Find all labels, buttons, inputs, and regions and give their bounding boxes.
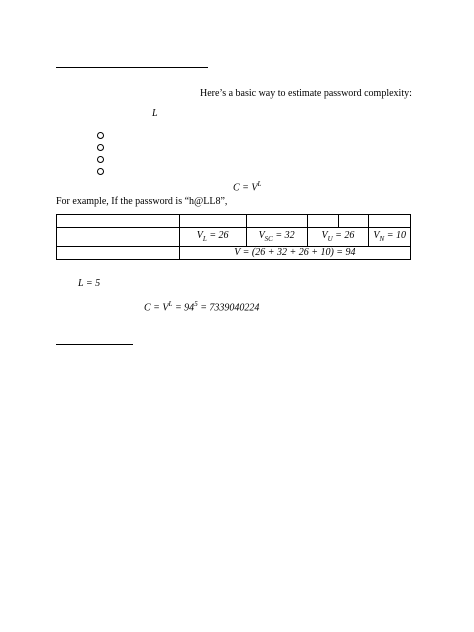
variable-l-label: L (152, 108, 158, 119)
table-cell (307, 215, 338, 228)
table-cell (57, 215, 180, 228)
table-row (57, 228, 411, 247)
bottom-horizontal-rule (56, 344, 133, 345)
bullet-icon (97, 168, 104, 175)
table-row (57, 247, 411, 260)
result-lhs: C = V (144, 302, 169, 314)
top-horizontal-rule (56, 67, 208, 68)
vn-cell: $V_N = 10$ (369, 228, 411, 247)
result-mid: = 94 (172, 302, 195, 314)
table-cell (338, 215, 368, 228)
table-row-label-cell (57, 228, 180, 247)
main-formula-exponent: L (257, 180, 262, 188)
result-formula (144, 298, 259, 314)
table-cell (179, 215, 246, 228)
vl-cell: $V_L = 26$ (179, 228, 246, 247)
bullet-icon (97, 156, 104, 163)
intro-text: Here’s a basic way to estimate password complexity: (200, 88, 412, 99)
table-cell (246, 215, 307, 228)
bullet-icon (97, 132, 104, 139)
main-formula (233, 178, 261, 194)
table-row-label-cell (57, 247, 180, 260)
result-lhs-exponent: L (168, 300, 173, 308)
l-value-text: L = 5 (78, 278, 101, 289)
table-cell (369, 215, 411, 228)
bullet-icon (97, 144, 104, 151)
sum-cell: V = (26 + 32 + 26 + 10) = 94 (179, 247, 410, 260)
vsc-cell: $V_{SC} = 32$ (246, 228, 307, 247)
character-set-table (56, 214, 411, 260)
result-mid-exponent: 5 (194, 300, 198, 308)
main-formula-base: C = V (233, 182, 258, 194)
vu-cell: $V_U = 26$ (307, 228, 369, 247)
table-row (57, 215, 411, 228)
example-intro-text: For example, If the password is “h@LL8”, (56, 196, 228, 207)
result-rhs: = 7339040224 (197, 302, 260, 314)
